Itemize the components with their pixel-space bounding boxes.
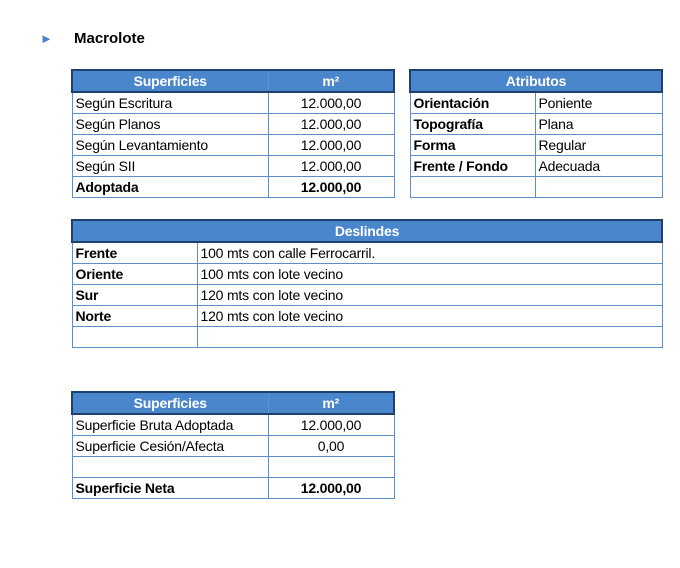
row-label: Superficie Cesión/Afecta: [72, 436, 268, 457]
empty-cell: [72, 327, 197, 348]
row-value: 12.000,00: [268, 114, 394, 135]
row-value: Plana: [535, 114, 662, 135]
row-label: Forma: [410, 135, 535, 156]
table-row: [72, 92, 394, 114]
row-value: 12.000,00: [268, 135, 394, 156]
row-label: Según Escritura: [72, 92, 268, 114]
row-value: 12.000,00: [268, 177, 394, 198]
atributos-table: [409, 69, 663, 198]
row-value: 100 mts con calle Ferrocarril.: [197, 242, 662, 264]
row-value: Regular: [535, 135, 662, 156]
column-header: Superficies: [72, 392, 268, 414]
row-label: Orientación: [410, 92, 535, 114]
column-header: Deslindes: [72, 220, 662, 242]
table-header-row: [72, 220, 662, 242]
row-label: Frente / Fondo: [410, 156, 535, 177]
table-header-row: [410, 70, 662, 92]
superficie-neta-table: [71, 391, 395, 499]
table-header-row: [72, 392, 394, 414]
row-value: 12.000,00: [268, 414, 394, 436]
row-value: Adecuada: [535, 156, 662, 177]
table-header-row: [72, 70, 394, 92]
row-label: Según SII: [72, 156, 268, 177]
row-value: 12.000,00: [268, 92, 394, 114]
column-header: Superficies: [72, 70, 268, 92]
table-row: [410, 114, 662, 135]
triangle-bullet-icon: ►: [40, 30, 53, 46]
row-value: 100 mts con lote vecino: [197, 264, 662, 285]
empty-cell: [197, 327, 662, 348]
table-row: [72, 306, 662, 327]
row-value: 12.000,00: [268, 156, 394, 177]
empty-cell: [535, 177, 662, 198]
table-row: [72, 436, 394, 457]
row-label: Topografía: [410, 114, 535, 135]
section-heading: [40, 28, 145, 48]
row-label: Superficie Neta: [72, 478, 268, 499]
deslindes-table: [71, 219, 663, 348]
table-row-empty: [72, 327, 662, 348]
table-row: [72, 414, 394, 436]
table-row-total: [72, 478, 394, 499]
row-label: Según Levantamiento: [72, 135, 268, 156]
empty-cell: [72, 457, 268, 478]
table-row: [410, 92, 662, 114]
row-label: Según Planos: [72, 114, 268, 135]
table-row: [72, 156, 394, 177]
table-row: [410, 156, 662, 177]
row-value: 0,00: [268, 436, 394, 457]
table-row: [410, 135, 662, 156]
superficies-table: [71, 69, 395, 198]
table-row-total: [72, 177, 394, 198]
row-value: 12.000,00: [268, 478, 394, 499]
table-row: [72, 285, 662, 306]
table-row: [72, 242, 662, 264]
column-header: m²: [268, 392, 394, 414]
row-label: Oriente: [72, 264, 197, 285]
row-label: Norte: [72, 306, 197, 327]
table-row-empty: [72, 457, 394, 478]
row-label: Frente: [72, 242, 197, 264]
column-header: m²: [268, 70, 394, 92]
column-header: Atributos: [410, 70, 662, 92]
table-row: [72, 114, 394, 135]
row-label: Sur: [72, 285, 197, 306]
row-label: Superficie Bruta Adoptada: [72, 414, 268, 436]
row-value: 120 mts con lote vecino: [197, 285, 662, 306]
empty-cell: [410, 177, 535, 198]
table-row: [72, 264, 662, 285]
row-value: 120 mts con lote vecino: [197, 306, 662, 327]
empty-cell: [268, 457, 394, 478]
table-row: [72, 135, 394, 156]
section-title: Macrolote: [74, 29, 145, 47]
row-value: Poniente: [535, 92, 662, 114]
row-label: Adoptada: [72, 177, 268, 198]
table-row-empty: [410, 177, 662, 198]
